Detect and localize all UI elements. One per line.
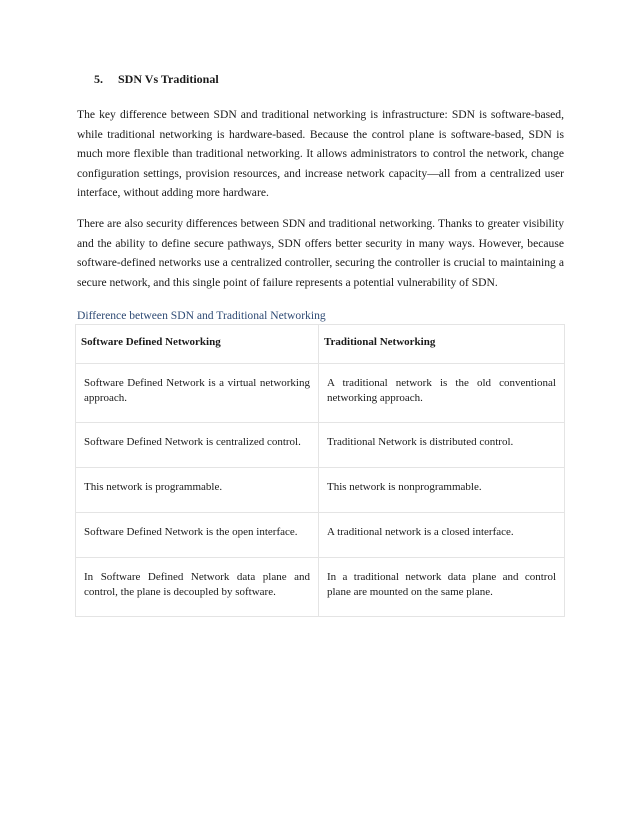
table-cell: In Software Defined Network data plane and control, the plane is decoupled by software. — [76, 558, 319, 617]
column-header-traditional: Traditional Networking — [319, 325, 565, 364]
table-cell: Software Defined Network is centralized control. — [76, 423, 319, 468]
comparison-table — [75, 324, 565, 617]
table-header-row — [76, 325, 565, 364]
paragraph-security: There are also security differences between SDN and traditional networking. Thanks to greater visibility and the ability to define secure pathways, SDN offers better security in many ways. However, because software-defined networks use a centralized controller, securing the controller is crucial to maintaining a secure network, and this single point of failure represents a potential vulnerability of SDN. — [77, 217, 564, 289]
column-header-sdn: Software Defined Networking — [76, 325, 319, 364]
table-caption: Difference between SDN and Traditional Networking — [77, 309, 326, 322]
table-cell: Software Defined Network is a virtual networking approach. — [76, 364, 319, 423]
table-cell: This network is programmable. — [76, 468, 319, 513]
table-cell: In a traditional network data plane and control plane are mounted on the same plane. — [319, 558, 565, 617]
table-row — [76, 513, 565, 558]
table-row — [76, 364, 565, 423]
table-cell: Traditional Network is distributed control. — [319, 423, 565, 468]
table-cell: This network is nonprogrammable. — [319, 468, 565, 513]
table-row — [76, 423, 565, 468]
table-cell: Software Defined Network is the open interface. — [76, 513, 319, 558]
section-heading — [94, 72, 219, 87]
table-row — [76, 468, 565, 513]
paragraph-infrastructure: The key difference between SDN and traditional networking is infrastructure: SDN is software-based, while traditional networking is hardware-based. Because the control plane is software-based, SDN is much more flexible than traditional networking. It allows administrators to control the network, change configuration settings, provision resources, and increase network capacity—all from a centralized user interface, without adding more hardware. — [77, 108, 564, 200]
section-title: SDN Vs Traditional — [118, 72, 219, 86]
table-cell: A traditional network is a closed interface. — [319, 513, 565, 558]
table-cell: A traditional network is the old conventional networking approach. — [319, 364, 565, 423]
table-row — [76, 558, 565, 617]
section-number: 5. — [94, 72, 103, 86]
